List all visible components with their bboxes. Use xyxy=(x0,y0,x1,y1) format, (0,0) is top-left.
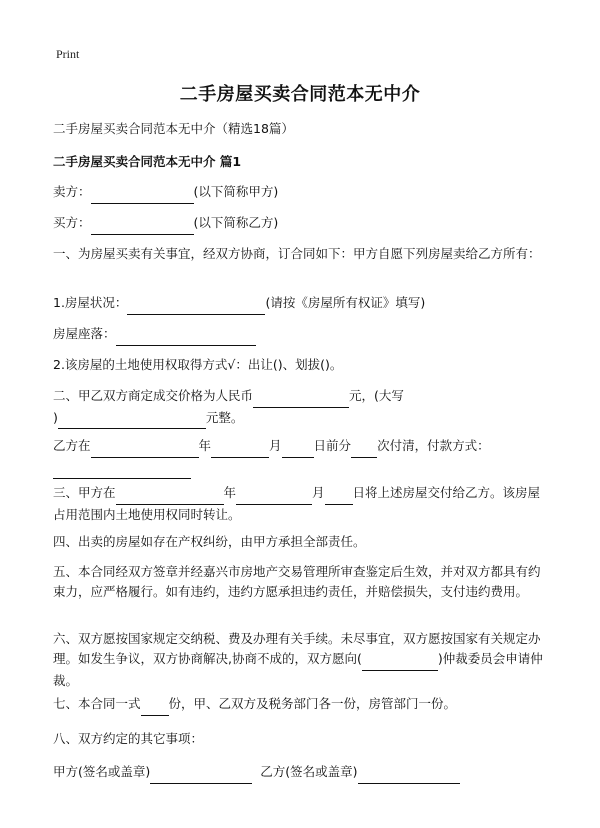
clause-7: 七、本合同一式 份，甲、乙双方及税务部门各一份，房管部门一份。 xyxy=(53,694,456,716)
clause-4: 四、出卖的房屋如存在产权纠纷，由甲方承担全部责任。 xyxy=(53,534,366,549)
delivery-day-field[interactable] xyxy=(325,489,353,505)
print-link[interactable]: Print xyxy=(56,47,80,61)
buyer-suffix: (以下简称乙方) xyxy=(193,215,279,230)
seller-label: 卖方： xyxy=(53,184,91,199)
seller-name-field[interactable] xyxy=(91,188,194,204)
party-a-signature-label: 甲方(签名或盖章) xyxy=(53,764,151,779)
price-amount-field[interactable] xyxy=(253,392,349,408)
buyer-label: 买方： xyxy=(53,215,91,230)
clause-8: 八、双方约定的其它事项： xyxy=(53,731,204,746)
arbitration-field[interactable] xyxy=(362,655,438,671)
section-heading: 二手房屋买卖合同范本无中介 篇1 xyxy=(53,154,242,169)
payment-year-field[interactable] xyxy=(91,442,199,458)
house-location-field[interactable] xyxy=(116,330,256,346)
clause-5: 五、本合同经双方签章并经嘉兴市房地产交易管理所审查鉴定后生效，并对双方都具有约束力，应严格履行。如有违约，违约方愿承担违约责任，并赔偿损失，支付违约费用。 xyxy=(53,564,541,599)
buyer-line xyxy=(53,213,278,235)
house-location-label: 房屋座落： xyxy=(53,326,116,341)
house-status-suffix: (请按《房屋所有权证》填写) xyxy=(265,295,426,310)
price-words-field[interactable] xyxy=(58,413,206,429)
party-b-signature-field[interactable] xyxy=(358,768,460,784)
clause-2-price: 二、甲乙双方商定成交价格为人民币 元，(大写 ) 元整。 xyxy=(53,386,548,429)
house-location-line xyxy=(53,324,256,346)
house-status-line xyxy=(53,293,425,315)
payment-day-field[interactable] xyxy=(282,442,314,458)
document-subtitle: 二手房屋买卖合同范本无中介（精选18篇） xyxy=(53,121,294,136)
payment-line: 乙方在 年 月 日前分 次付清，付款方式： xyxy=(53,436,548,479)
delivery-year-field[interactable] xyxy=(116,489,224,505)
house-status-label: 1.房屋状况： xyxy=(53,295,128,310)
signature-line xyxy=(53,762,460,784)
house-status-field[interactable] xyxy=(127,299,265,315)
page-title: 二手房屋买卖合同范本无中介 xyxy=(179,84,421,105)
seller-suffix: (以下简称甲方) xyxy=(193,184,279,199)
party-a-signature-field[interactable] xyxy=(150,768,252,784)
payment-month-field[interactable] xyxy=(211,442,269,458)
party-b-signature-label: 乙方(签名或盖章) xyxy=(260,764,358,779)
seller-line xyxy=(53,182,278,204)
buyer-name-field[interactable] xyxy=(91,219,194,235)
delivery-month-field[interactable] xyxy=(236,489,312,505)
payment-method-field[interactable] xyxy=(53,463,191,479)
clause-1-intro: 一、为房屋买卖有关事宜，经双方协商，订合同如下：甲方自愿下列房屋卖给乙方所有： xyxy=(53,246,541,261)
land-use-line: 2.该房屋的土地使用权取得方式√：出让()、划拔()。 xyxy=(53,357,343,372)
payment-times-field[interactable] xyxy=(351,442,377,458)
clause-6: 六、双方愿按国家规定交纳税、费及办理有关手续。未尽事宜，双方愿按国家有关规定办理。如发生争议，双方协商解决,协商不成的，双方愿向( )仲裁委员会申请仲裁。 xyxy=(53,631,543,688)
clause-3: 三、甲方在 年 月 日将上述房屋交付给乙方。该房屋占用范围内土地使用权同时转让。 xyxy=(53,485,541,522)
copies-field[interactable] xyxy=(141,700,169,716)
